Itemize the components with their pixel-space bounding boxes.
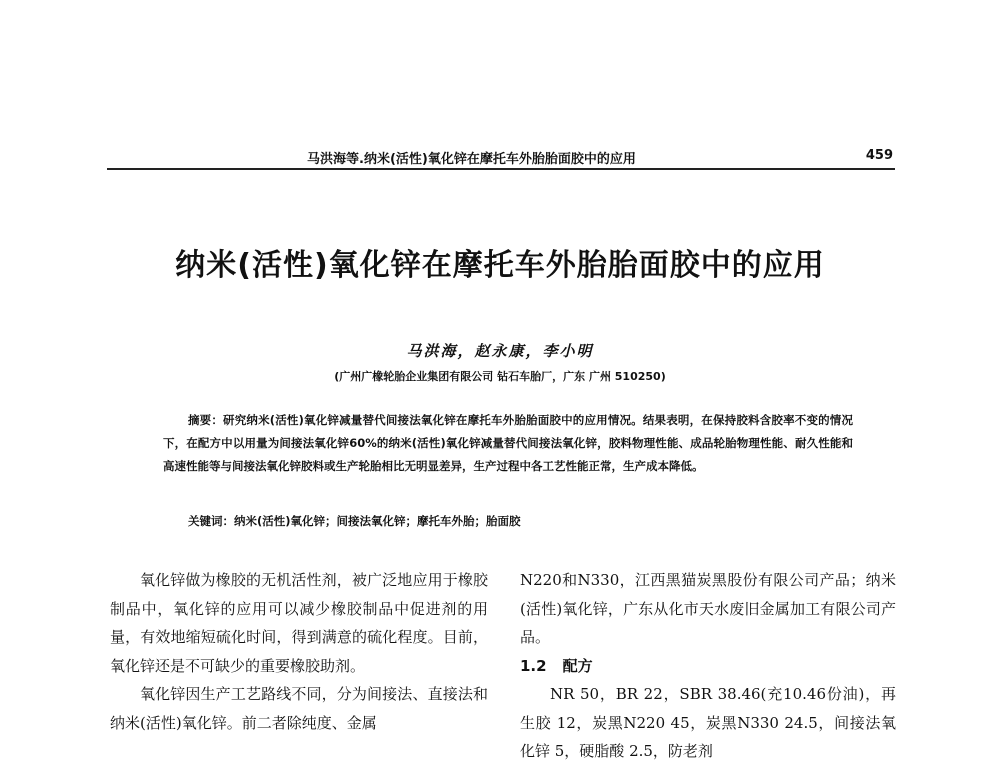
abstract-text: 摘要：研究纳米(活性)氧化锌减量替代间接法氧化锌在摩托车外胎胎面胶中的应用情况。结果表明，在保持胶料含胶率不变的情况下，在配方中以用量为间接法氧化锌60%的纳米(活性)氧化锌减量替代间接法氧化锌，胶料物理性能、成品轮胎物理性能、耐久性能和高速性能等与间接法氧化锌胶料或生产轮胎相比无明显差异，生产过程中各工艺性能正常，生产成本降低。: [163, 413, 853, 473]
author-list: 马洪海，赵永康，李小明: [406, 342, 594, 360]
body-paragraph: 氧化锌因生产工艺路线不同，分为间接法、直接法和纳米(活性)氧化锌。前二者除纯度、金属: [110, 685, 488, 732]
author-affiliation: (广州广橡轮胎企业集团有限公司 钻石车胎厂，广东 广州 510250): [334, 370, 666, 383]
section-title: 配方: [562, 656, 593, 675]
body-paragraph: 氧化锌做为橡胶的无机活性剂，被广泛地应用于橡胶制品中，氧化锌的应用可以减少橡胶制品中促进剂的用量，有效地缩短硫化时间，得到满意的硫化程度。目前，氧化锌还是不可缺少的重要橡胶助剂。: [110, 571, 488, 675]
formula-paragraph: NR 50，BR 22，SBR 38.46(充10.46份油)，再生胶 12，炭黑N220 45，炭黑N330 24.5，间接法氧化锌 5，硬脂酸 2.5，防老剂: [520, 685, 896, 760]
section-number: 1.2: [520, 656, 547, 675]
page-number: 459: [865, 148, 893, 163]
body-column-left: [110, 566, 488, 737]
running-title: 马洪海等.纳米(活性)氧化锌在摩托车外胎胎面胶中的应用: [307, 152, 636, 167]
running-header: [107, 146, 895, 170]
keywords: 关键词：纳米(活性)氧化锌；间接法氧化锌；摩托车外胎；胎面胶: [188, 514, 521, 528]
article-title: 纳米(活性)氧化锌在摩托车外胎胎面胶中的应用: [175, 248, 825, 283]
body-paragraph: N220和N330，江西黑猫炭黑股份有限公司产品；纳米(活性)氧化锌，广东从化市天水废旧金属加工有限公司产品。: [520, 571, 896, 646]
section-heading: [520, 652, 896, 681]
abstract-block: [163, 409, 853, 478]
body-column-right: [520, 566, 896, 766]
